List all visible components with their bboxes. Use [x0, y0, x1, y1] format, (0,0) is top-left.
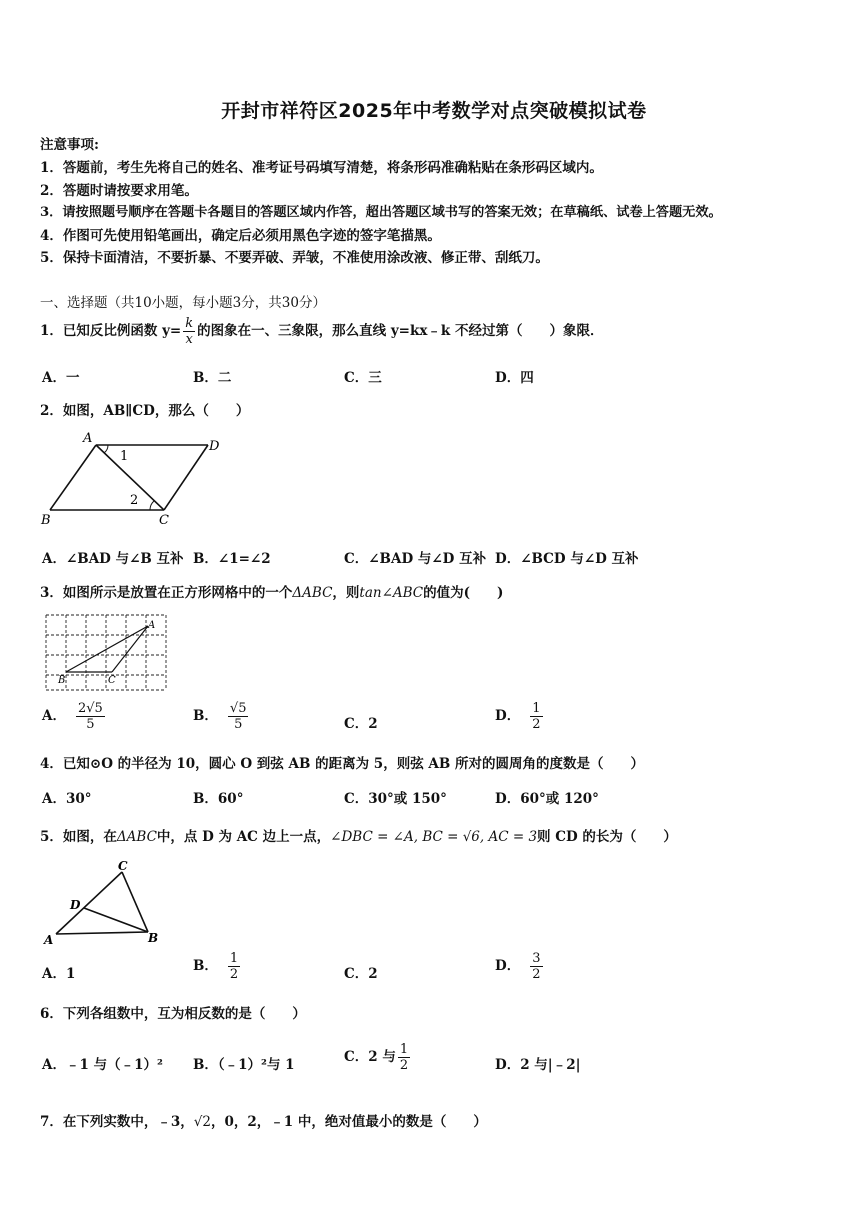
q2-option-c[interactable]: C．∠BAD 与∠D 互补	[344, 551, 487, 567]
segment-ba	[66, 626, 148, 672]
question-5: 5．如图，在ΔABC中，点 D 为 AC 边上一点，∠DBC = ∠A, BC = √6, AC = 3则 CD 的长为（ ）	[40, 829, 677, 845]
notice-item: 2．答题时请按要求用笔。	[40, 183, 198, 199]
q1-text-pre: 1．已知反比例函数 y=	[40, 323, 182, 339]
q1-option-c[interactable]: C．三	[344, 370, 382, 386]
q4-option-a[interactable]: A．30°	[42, 791, 92, 807]
label-b: B	[58, 675, 66, 686]
notice-item: 5．保持卡面清洁，不要折暴、不要弄破、弄皱，不准使用涂改液、修正带、刮纸刀。	[40, 250, 549, 266]
angle-2-arc	[150, 501, 154, 510]
label-1: 1	[120, 449, 129, 464]
notice-item: 1．答题前，考生先将自己的姓名、准考证号码填写清楚，将条形码准确粘贴在条形码区域内。	[40, 160, 603, 176]
label-d: D	[70, 898, 81, 912]
label-a: A	[83, 431, 93, 446]
segment-cd	[164, 445, 208, 510]
q5-option-d[interactable]: D． $\frac{3}{2}$	[495, 951, 541, 982]
label-c: C	[118, 859, 128, 873]
question-6: 6．下列各组数中，互为相反数的是（ ）	[40, 1006, 306, 1022]
q1-option-b[interactable]: B．二	[193, 370, 232, 386]
q3-option-b[interactable]: B． $\frac{√5}{5}$	[193, 701, 247, 732]
segment-ab	[50, 445, 96, 510]
question-7: 7．在下列实数中，﹣3，√2，0，2，﹣1 中，绝对值最小的数是（ ）	[40, 1114, 487, 1130]
q3-grid-figure	[40, 610, 175, 695]
segment-ac	[56, 872, 122, 934]
page-title: 开封市祥符区2025年中考数学对点突破模拟试卷	[221, 100, 647, 122]
q5-option-b[interactable]: B． $\frac{1}{2}$	[193, 951, 239, 982]
q2-option-b[interactable]: B．∠1=∠2	[193, 551, 271, 567]
q4-option-c[interactable]: C．30°或 150°	[344, 791, 447, 807]
q2-option-a[interactable]: A．∠BAD 与∠B 互补	[42, 551, 184, 567]
q5-option-a[interactable]: A．1	[42, 966, 76, 982]
q3-option-a[interactable]: A． $\frac{2√5}{5}$	[42, 701, 103, 732]
q5-option-c[interactable]: C．2	[344, 966, 378, 982]
label-b: B	[41, 513, 51, 528]
notice-item: 3．请按照题号顺序在答题卡各题目的答题区域内作答，超出答题区域书写的答案无效；在草稿纸、试卷上答题无效。	[40, 205, 722, 220]
q6-option-d[interactable]: D．2 与|﹣2|	[495, 1057, 581, 1073]
label-a: A	[44, 933, 54, 947]
question-1	[40, 316, 603, 347]
q1-option-d[interactable]: D．四	[495, 370, 534, 386]
q2-parallelogram-figure	[38, 430, 228, 530]
q2-option-d[interactable]: D．∠BCD 与∠D 互补	[495, 551, 639, 567]
q3-option-c[interactable]: C．2	[344, 716, 378, 732]
q5-triangle-figure	[40, 856, 170, 948]
angle-1-arc	[104, 445, 108, 453]
question-4: 4．已知⊙O 的半径为 10，圆心 O 到弦 AB 的距离为 5，则弦 AB 所对的圆周角的度数是（ ）	[40, 756, 644, 772]
q1-fraction: $\frac{k}{x}$	[185, 316, 194, 347]
q1-option-a[interactable]: A．一	[42, 370, 80, 386]
sqrt-2: √2	[193, 1114, 211, 1130]
label-b: B	[148, 931, 159, 945]
q4-option-d[interactable]: D．60°或 120°	[495, 791, 599, 807]
q3-option-d[interactable]: D． $\frac{1}{2}$	[495, 701, 541, 732]
segment-ca	[112, 626, 148, 672]
section-heading: 一、选择题（共10小题，每小题3分，共30分）	[40, 295, 326, 311]
label-d: D	[209, 439, 220, 454]
notice-heading: 注意事项:	[40, 137, 99, 153]
q6-option-a[interactable]: A．﹣1 与（﹣1）²	[42, 1057, 163, 1073]
q4-option-b[interactable]: B．60°	[193, 791, 244, 807]
segment-ab	[56, 932, 148, 934]
question-2: 2．如图，AB∥CD，那么（ ）	[40, 403, 250, 419]
label-2: 2	[130, 493, 139, 508]
notice-item: 4．作图可先使用铅笔画出，确定后必须用黑色字迹的签字笔描黑。	[40, 228, 441, 244]
q6-option-b[interactable]: B．（﹣1）²与 1	[193, 1057, 295, 1073]
q6-option-c[interactable]: C．2 与 $\frac{1}{2}$	[344, 1042, 409, 1073]
q1-text-post: 的图象在一、三象限，那么直线 y=kx﹣k 不经过第（ ）象限．	[197, 323, 604, 339]
label-a: A	[148, 620, 156, 631]
label-c: C	[108, 675, 116, 686]
label-c: C	[159, 513, 169, 528]
question-3: 3．如图所示是放置在正方形网格中的一个ΔABC，则tan∠ABC的值为( )	[40, 585, 504, 601]
